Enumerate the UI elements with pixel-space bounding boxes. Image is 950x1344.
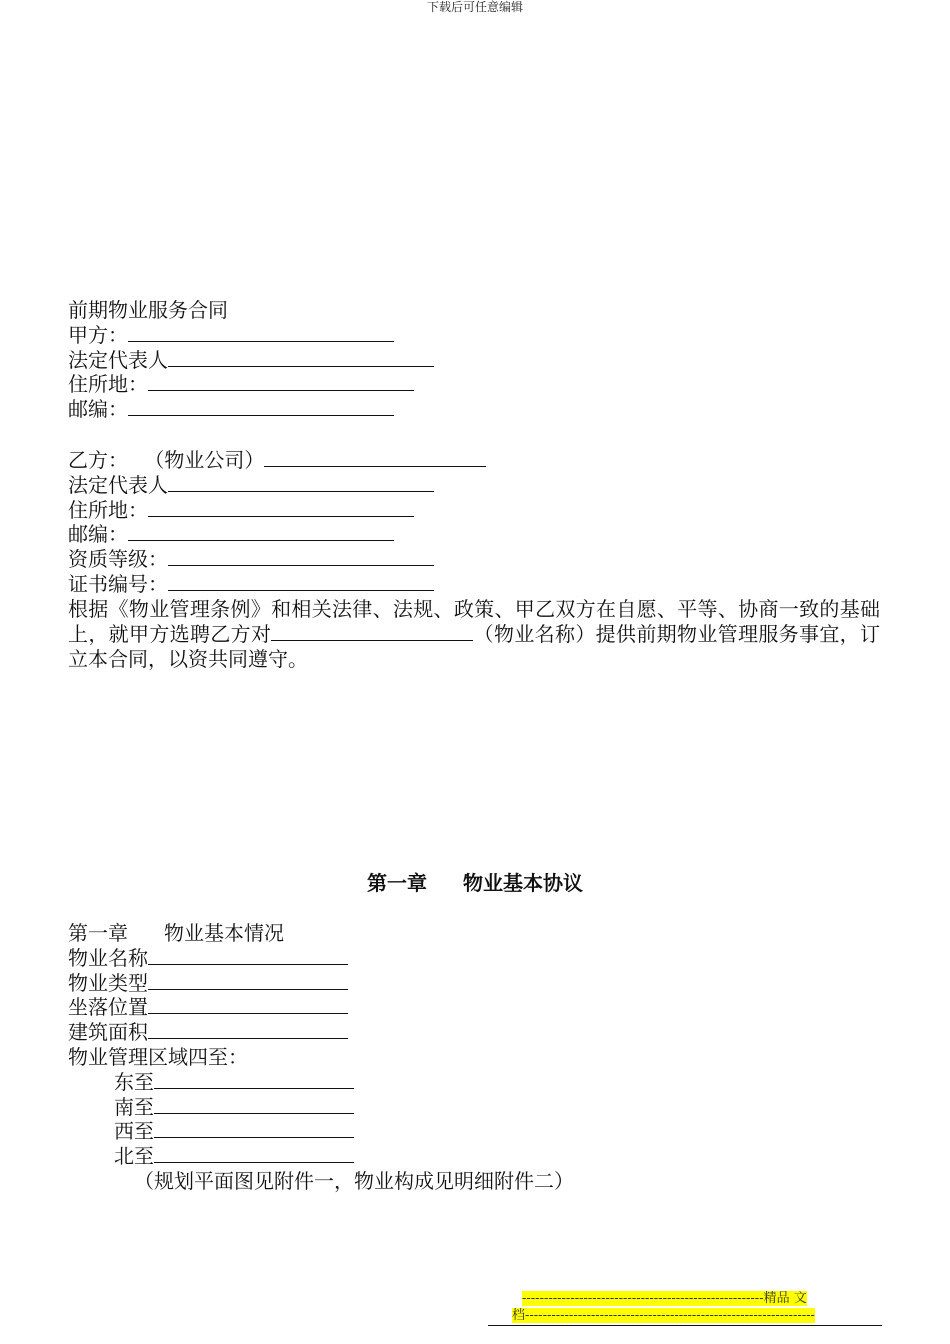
location-label: 坐落位置	[68, 995, 148, 1020]
party-b-name-note: （物业公司）	[144, 448, 265, 472]
west-label: 西至	[114, 1119, 154, 1144]
party-a-postcode-row	[68, 397, 434, 422]
party-a-name-row	[68, 323, 434, 348]
party-a-rep-blank	[168, 348, 434, 367]
party-a-postcode-blank	[128, 397, 394, 416]
east-label: 东至	[114, 1069, 154, 1094]
party-b-address-blank	[148, 498, 414, 517]
party-a-rep-label: 法定代表人	[68, 347, 168, 372]
property-name-row	[68, 946, 574, 971]
party-b-name-blank	[264, 448, 486, 467]
intro-text-part1: 根据《物业管理条例》和相关法律、法规、政策、甲乙双方在自愿、平等、协商一致的基础上，就甲方选聘乙方对	[68, 597, 880, 646]
party-b-qualification-blank	[168, 547, 434, 566]
property-name-blank	[271, 622, 473, 641]
party-a-address-blank	[148, 372, 414, 391]
footer-watermark	[512, 1290, 856, 1324]
party-a-block	[68, 298, 434, 422]
party-b-certificate-label: 证书编号：	[68, 571, 168, 596]
party-b-rep-label: 法定代表人	[68, 472, 168, 497]
appendix-note: （规划平面图见附件一，物业构成见明细附件二）	[134, 1168, 574, 1193]
footer-line-2: 档------------------------------------------------------------------	[512, 1308, 815, 1323]
party-b-postcode-blank	[128, 522, 394, 541]
party-b-name-row	[68, 448, 486, 473]
location-blank	[148, 995, 348, 1014]
party-b-block	[68, 448, 486, 597]
section-heading	[68, 921, 574, 946]
party-a-postcode-label: 邮编：	[68, 397, 128, 422]
party-b-address-label: 住所地：	[68, 497, 148, 522]
party-b-name-label: 乙方：	[68, 448, 128, 472]
boundaries-row: 物业管理区域四至：	[68, 1044, 248, 1069]
west-boundary-row	[68, 1119, 574, 1144]
property-type-row	[68, 971, 574, 996]
location-row	[68, 995, 574, 1020]
floor-area-row	[68, 1020, 574, 1045]
north-boundary-row	[68, 1144, 574, 1169]
chapter-heading	[0, 871, 950, 895]
party-a-name-label: 甲方：	[68, 322, 128, 347]
party-b-qualification-row	[68, 547, 486, 572]
footer-line-1: -------------------------------------------------------精品 文	[522, 1291, 807, 1306]
party-b-certificate-blank	[168, 572, 434, 591]
party-a-rep-row	[68, 348, 434, 373]
party-a-address-row	[68, 372, 434, 397]
footer-divider	[488, 1325, 882, 1326]
party-a-name-blank	[128, 323, 394, 342]
party-b-rep-blank	[168, 473, 434, 492]
property-name-label: 物业名称	[68, 945, 148, 970]
property-type-blank	[148, 971, 348, 990]
page-header: 下载后可任意编辑	[426, 0, 523, 14]
intro-text-part2: （物业名称）提供前期物业管理服务事宜，订立本合同，以资共同遵守。	[68, 622, 881, 671]
chapter-heading-number: 第一章	[367, 871, 427, 895]
property-type-label: 物业类型	[68, 970, 148, 995]
party-b-qualification-label: 资质等级：	[68, 547, 168, 572]
contract-title: 前期物业服务合同	[68, 298, 228, 322]
section-title: 物业基本情况	[164, 921, 284, 945]
party-a-address-label: 住所地：	[68, 372, 148, 397]
party-b-certificate-row	[68, 572, 486, 597]
property-name-field-blank	[148, 946, 348, 965]
section-number: 第一章	[68, 921, 128, 945]
north-label: 北至	[114, 1144, 154, 1169]
north-blank	[154, 1144, 354, 1163]
party-b-rep-row	[68, 473, 486, 498]
party-b-address-row	[68, 498, 486, 523]
property-info-block	[68, 921, 574, 1194]
south-boundary-row	[68, 1095, 574, 1120]
chapter-heading-title: 物业基本协议	[463, 871, 583, 895]
intro-paragraph	[68, 597, 880, 672]
party-b-postcode-row	[68, 522, 486, 547]
floor-area-blank	[148, 1020, 348, 1039]
party-b-postcode-label: 邮编：	[68, 522, 128, 547]
west-blank	[154, 1119, 354, 1138]
south-blank	[154, 1095, 354, 1114]
floor-area-label: 建筑面积	[68, 1020, 148, 1045]
east-blank	[154, 1070, 354, 1089]
south-label: 南至	[114, 1094, 154, 1119]
east-boundary-row	[68, 1070, 574, 1095]
